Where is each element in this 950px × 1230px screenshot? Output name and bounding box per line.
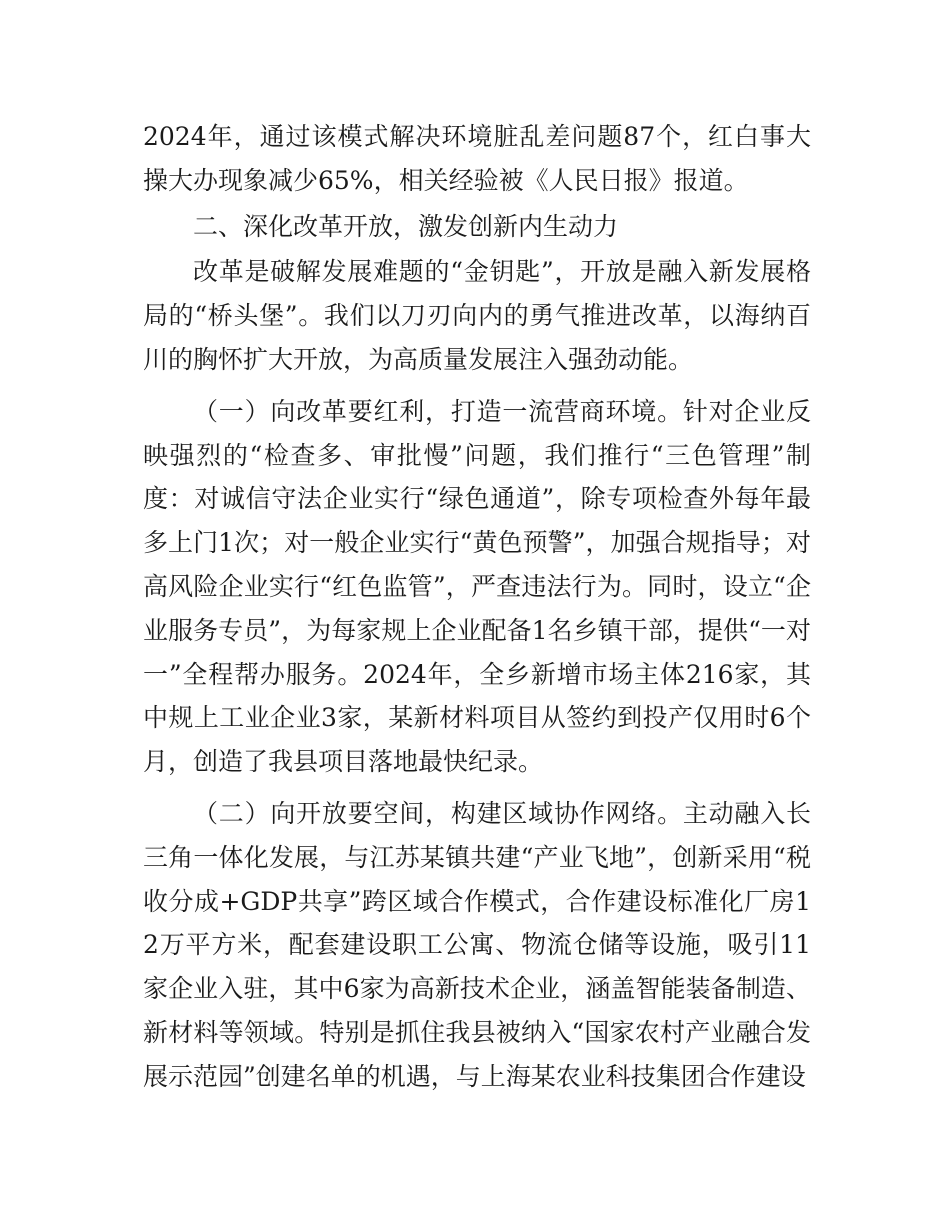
paragraph-business-environment: （一）向改革要红利，打造一流营商环境。针对企业反映强烈的“检查多、审批慢”问题，我们推行“三色管理”制度：对诚信守法企业实行“绿色通道”，除专项检查外每年最多上门1次；对一般企业实行“黄色预警”，加强合规指导；对高风险企业实行“红色监管”，严查违法行为。同时，设立“企业服务专员”，为每家规上企业配备1名乡镇干部，提供“一对一”全程帮办服务。2024年，全乡新增市场主体216家，其中规上工业企业3家，某新材料项目从签约到投产仅用时6个月，创造了我县项目落地最快纪录。 [143,396,811,777]
section-heading: 二、深化改革开放，激发创新内生动力 [193,211,619,241]
document-body [143,115,811,1099]
paragraph-continuation: 2024年，通过该模式解决环境脏乱差问题87个，红白事大操大办现象减少65%，相关经验被《人民日报》报道。 [143,122,811,195]
paragraph-reform-intro: 改革是破解发展难题的“金钥匙”，开放是融入新发展格局的“桥头堡”。我们以刀刃向内的勇气推进改革，以海纳百川的胸怀扩大开放，为高质量发展注入强劲动能。 [143,257,811,374]
paragraph-regional-cooperation: （二）向开放要空间，构建区域协作网络。主动融入长三角一体化发展，与江苏某镇共建“产业飞地”，创新采用“税收分成+GDP共享”跨区域合作模式，合作建设标准化厂房12万平方米，配套建设职工公寓、物流仓储等设施，吸引11家企业入驻，其中6家为高新技术企业，涵盖智能装备制造、新材料等领域。特别是抓住我县被纳入“国家农村产业融合发展示范园”创建名单的机遇，与上海某农业科技集团合作建设 [143,798,811,1091]
